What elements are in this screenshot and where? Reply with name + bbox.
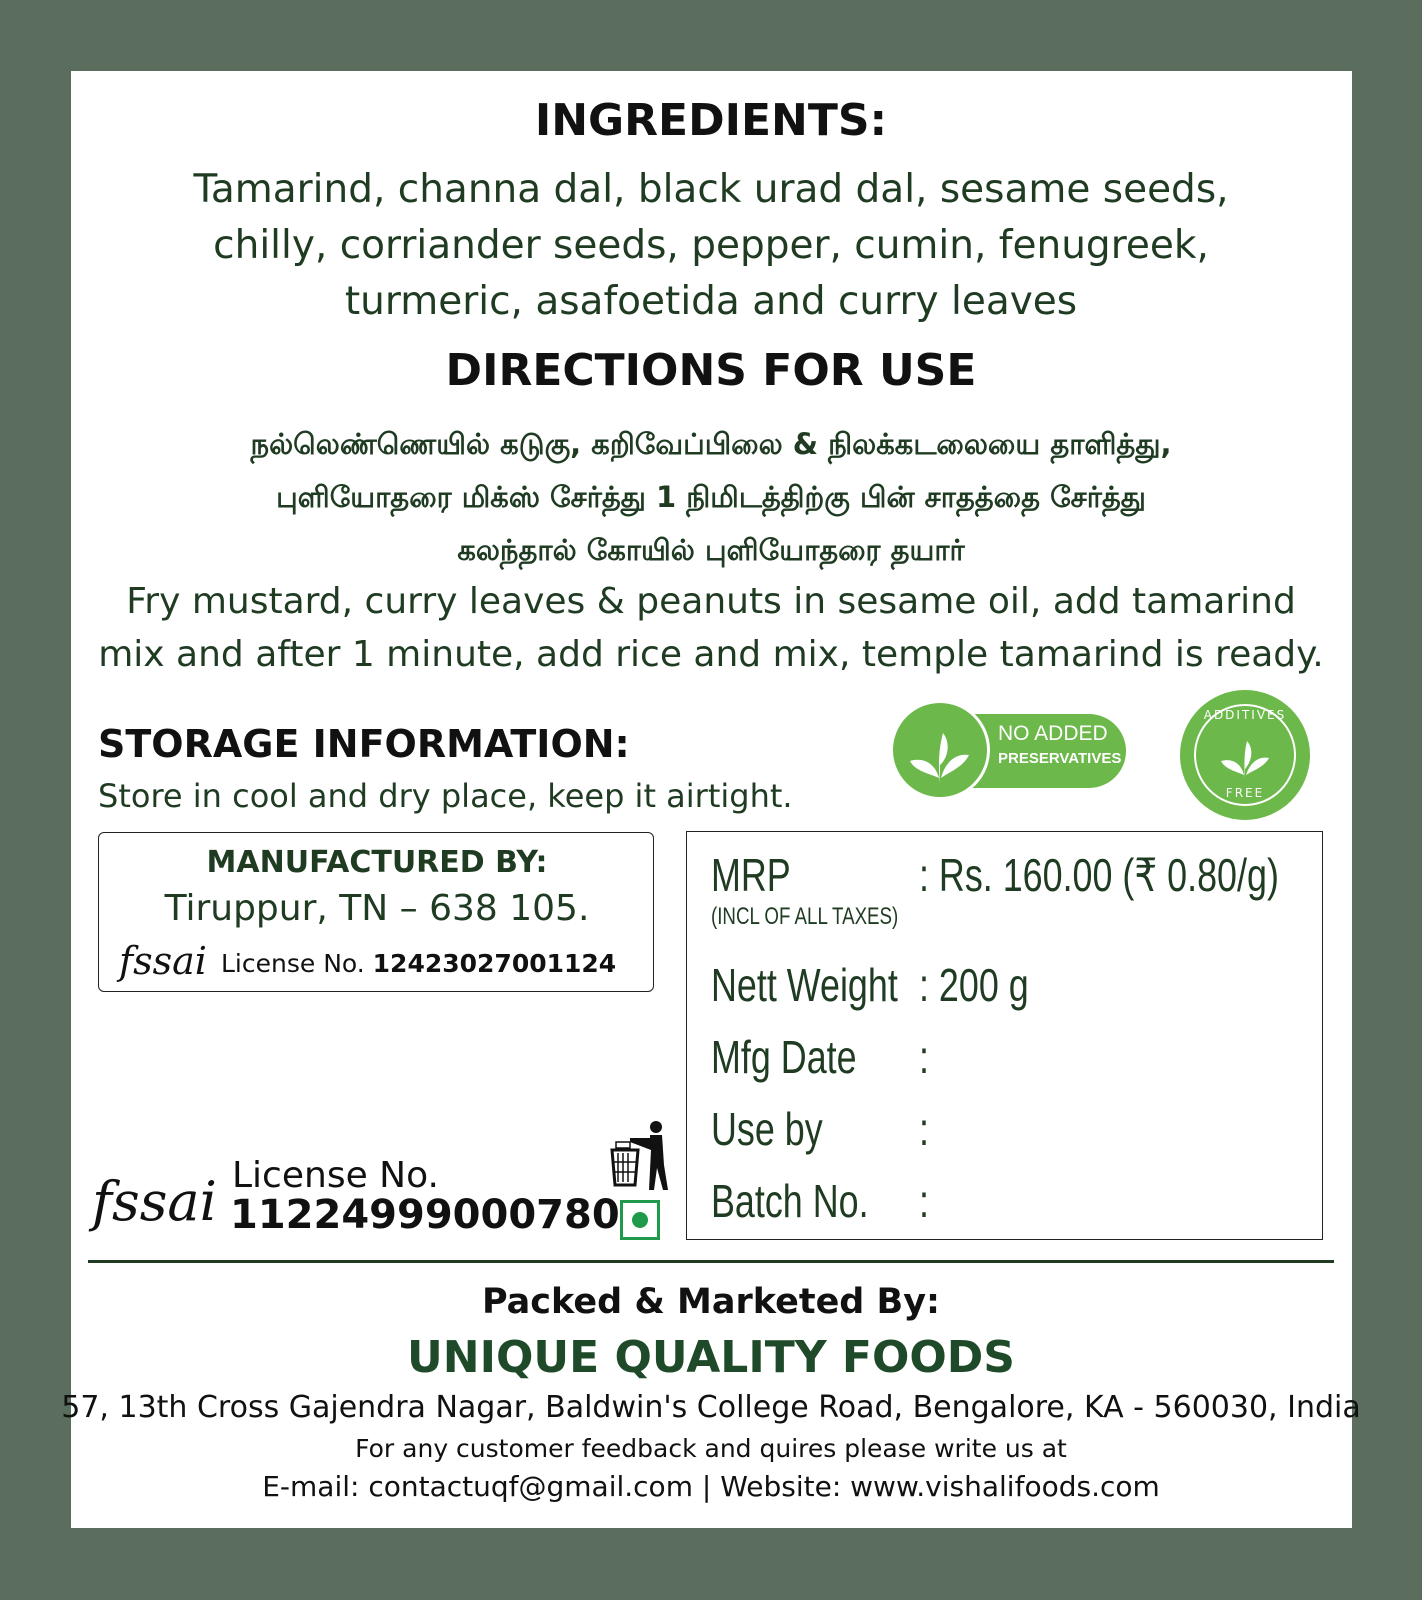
fssai-logo: fssai <box>92 1170 217 1233</box>
nett-weight-value: : 200 g <box>919 959 1029 1011</box>
packed-by-title: Packed & Marketed By: <box>481 1282 941 1322</box>
leaf-icon <box>1215 727 1275 783</box>
mfg-date-label: Mfg Date <box>711 1031 857 1083</box>
license-number: 12423027001124 <box>372 949 617 978</box>
storage-title: STORAGE INFORMATION: <box>98 722 630 766</box>
nett-weight-label: Nett Weight <box>711 959 898 1011</box>
license-number: 11224999000780 <box>230 1192 620 1238</box>
mfg-date-value: : <box>919 1031 929 1083</box>
manufacturer-box <box>98 832 654 992</box>
license-label: License No. <box>232 1155 439 1196</box>
manufacturer-license <box>221 949 616 978</box>
feedback-text: For any customer feedback and quires please write us at <box>355 1434 1067 1463</box>
leaf-icon <box>890 700 990 800</box>
manufacturer-address: Tiruppur, TN – 638 105. <box>164 888 590 929</box>
license-label: License No. <box>221 949 365 978</box>
company-name: UNIQUE QUALITY FOODS <box>407 1332 1015 1383</box>
directions-english <box>0 575 1422 681</box>
english-line: Fry mustard, curry leaves & peanuts in sesame oil, add tamarind <box>126 581 1296 622</box>
company-address: 57, 13th Cross Gajendra Nagar, Baldwin's College Road, Bengalore, KA - 560030, India <box>61 1390 1361 1425</box>
manufacturer-title: MANUFACTURED BY: <box>206 845 548 880</box>
no-added-preservatives-badge <box>890 700 1130 800</box>
tamil-line: புளியோதரை மிக்ஸ் சேர்த்து 1 நிமிடத்திற்கு பின் சாதத்தை சேர்த்து <box>276 480 1146 514</box>
storage-text: Store in cool and dry place, keep it airtight. <box>98 777 793 815</box>
mrp-label: MRP <box>711 849 791 901</box>
tamil-line: நல்லெண்ணெயில் கடுகு, கறிவேப்பிலை & நிலக்கடலையை தாளித்து, <box>250 427 1172 461</box>
directions-title: DIRECTIONS FOR USE <box>445 345 977 396</box>
fssai-logo: fssai <box>119 939 207 983</box>
product-info-box <box>686 831 1323 1240</box>
ingredients-line: turmeric, asafoetida and curry leaves <box>344 279 1078 324</box>
directions-tamil <box>0 418 1422 577</box>
use-by-label: Use by <box>711 1103 823 1155</box>
tamil-line: கலந்தால் கோயில் புளியோதரை தயார் <box>457 533 965 567</box>
use-by-value: : <box>919 1103 929 1155</box>
seal-text: FREE <box>1225 786 1265 800</box>
badge-text: NO ADDED <box>998 722 1108 745</box>
ingredients-list <box>0 162 1422 330</box>
seal-text: ADDITIVES <box>1203 708 1287 722</box>
ingredients-line: Tamarind, channa dal, black urad dal, sesame seeds, <box>193 167 1229 212</box>
ingredients-line: chilly, corriander seeds, pepper, cumin, fenugreek, <box>213 223 1209 268</box>
contact-info: E-mail: contactuqf@gmail.com | Website: www.vishalifoods.com <box>262 1470 1160 1503</box>
mrp-sub-label: (INCL OF ALL TAXES) <box>711 903 899 930</box>
dispose-trash-icon <box>608 1120 668 1192</box>
mrp-value: : Rs. 160.00 (₹ 0.80/g) <box>919 849 1279 901</box>
divider <box>88 1260 1334 1263</box>
english-line: mix and after 1 minute, add rice and mix, temple tamarind is ready. <box>98 634 1324 675</box>
batch-no-value: : <box>919 1175 929 1227</box>
batch-no-label: Batch No. <box>711 1175 869 1227</box>
ingredients-title: INGREDIENTS: <box>534 95 888 146</box>
veg-symbol-icon <box>620 1200 660 1240</box>
additives-free-seal <box>1180 690 1310 820</box>
badge-text: PRESERVATIVES <box>998 750 1122 767</box>
